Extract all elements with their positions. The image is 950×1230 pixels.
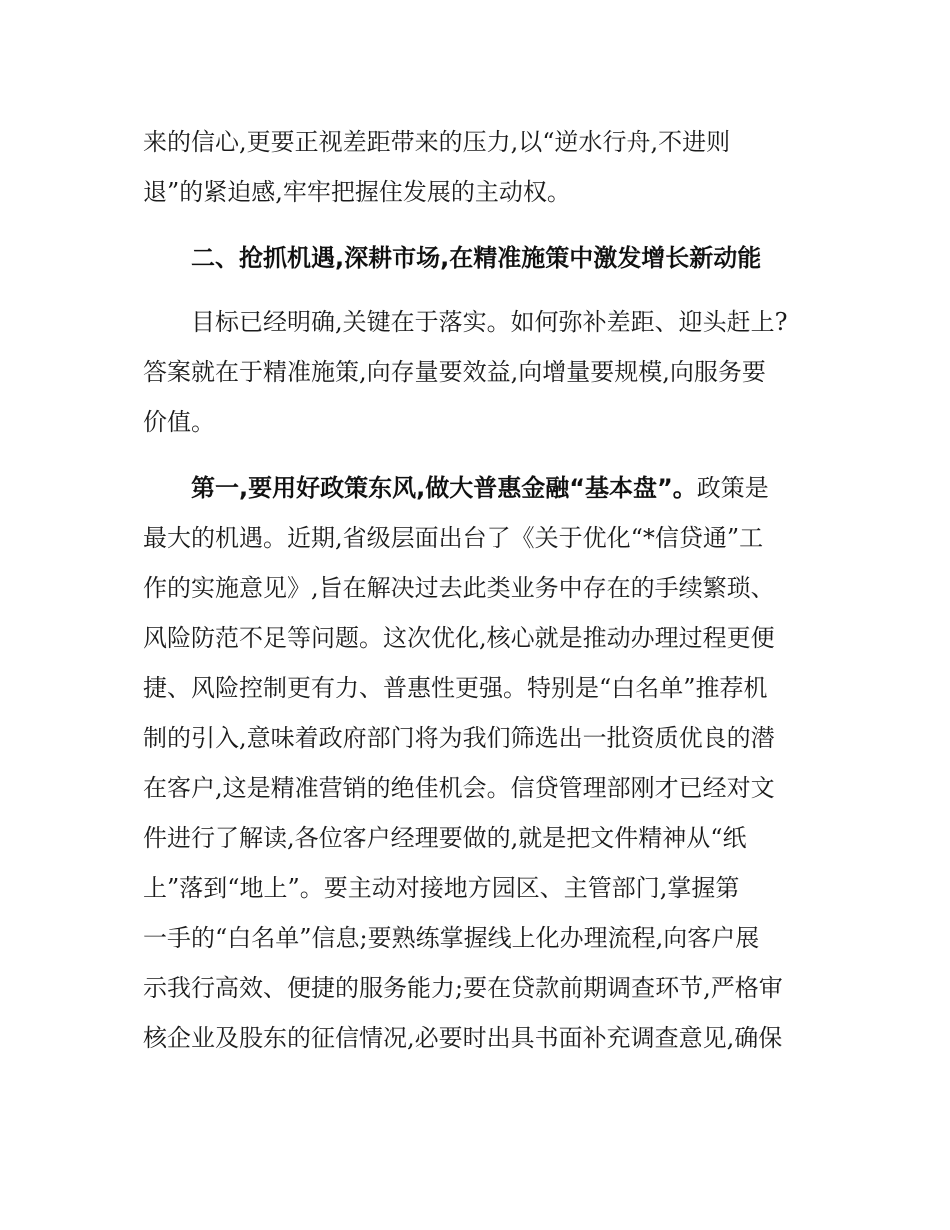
first-line-1	[191, 473, 769, 503]
target-line-1: 目标已经明确,关键在于落实。如何弥补差距、迎头赶上?	[191, 308, 788, 336]
target-line-3: 价值。	[143, 408, 215, 436]
first-lead-bold: 第一,要用好政策东风,做大普惠金融“基本盘”。	[191, 474, 697, 502]
first-line-6: 制的引入,意味着政府部门将为我们筛选出一批资质优良的潜	[143, 724, 775, 752]
section-heading: 二、抢抓机遇,深耕市场,在精准施策中激发增长新动能	[191, 244, 762, 272]
intro-line-2: 退”的紧迫感,牢牢把握住发展的主动权。	[143, 178, 571, 206]
first-line-8: 件进行了解读,各位客户经理要做的,就是把文件精神从“纸	[143, 824, 747, 852]
first-line-12: 核企业及股东的征信情况,必要时出具书面补充调查意见,确保	[143, 1024, 783, 1052]
target-line-2: 答案就在于精准施策,向存量要效益,向增量要规模,向服务要	[143, 358, 766, 386]
first-line-9: 上”落到“地上”。要主动对接地方园区、主管部门,掌握第	[143, 874, 740, 902]
first-line-4: 风险防范不足等问题。这次优化,核心就是推动办理过程更便	[143, 624, 775, 652]
first-line-1-rest: 政策是	[696, 474, 769, 502]
first-line-7: 在客户,这是精准营销的绝佳机会。信贷管理部刚才已经对文	[143, 774, 775, 802]
first-line-3: 作的实施意见》,旨在解决过去此类业务中存在的手续繁琐、	[143, 574, 775, 602]
intro-line-1: 来的信心,更要正视差距带来的压力,以“逆水行舟,不进则	[143, 128, 731, 156]
first-line-5: 捷、风险控制更有力、普惠性更强。特别是“白名单”推荐机	[143, 674, 768, 702]
first-line-11: 示我行高效、便捷的服务能力;要在贷款前期调查环节,严格审	[143, 974, 783, 1002]
first-line-10: 一手的“白名单”信息;要熟练掌握线上化办理流程,向客户展	[143, 924, 760, 952]
first-line-2: 最大的机遇。近期,省级层面出台了《关于优化“*信贷通”工	[143, 524, 764, 552]
